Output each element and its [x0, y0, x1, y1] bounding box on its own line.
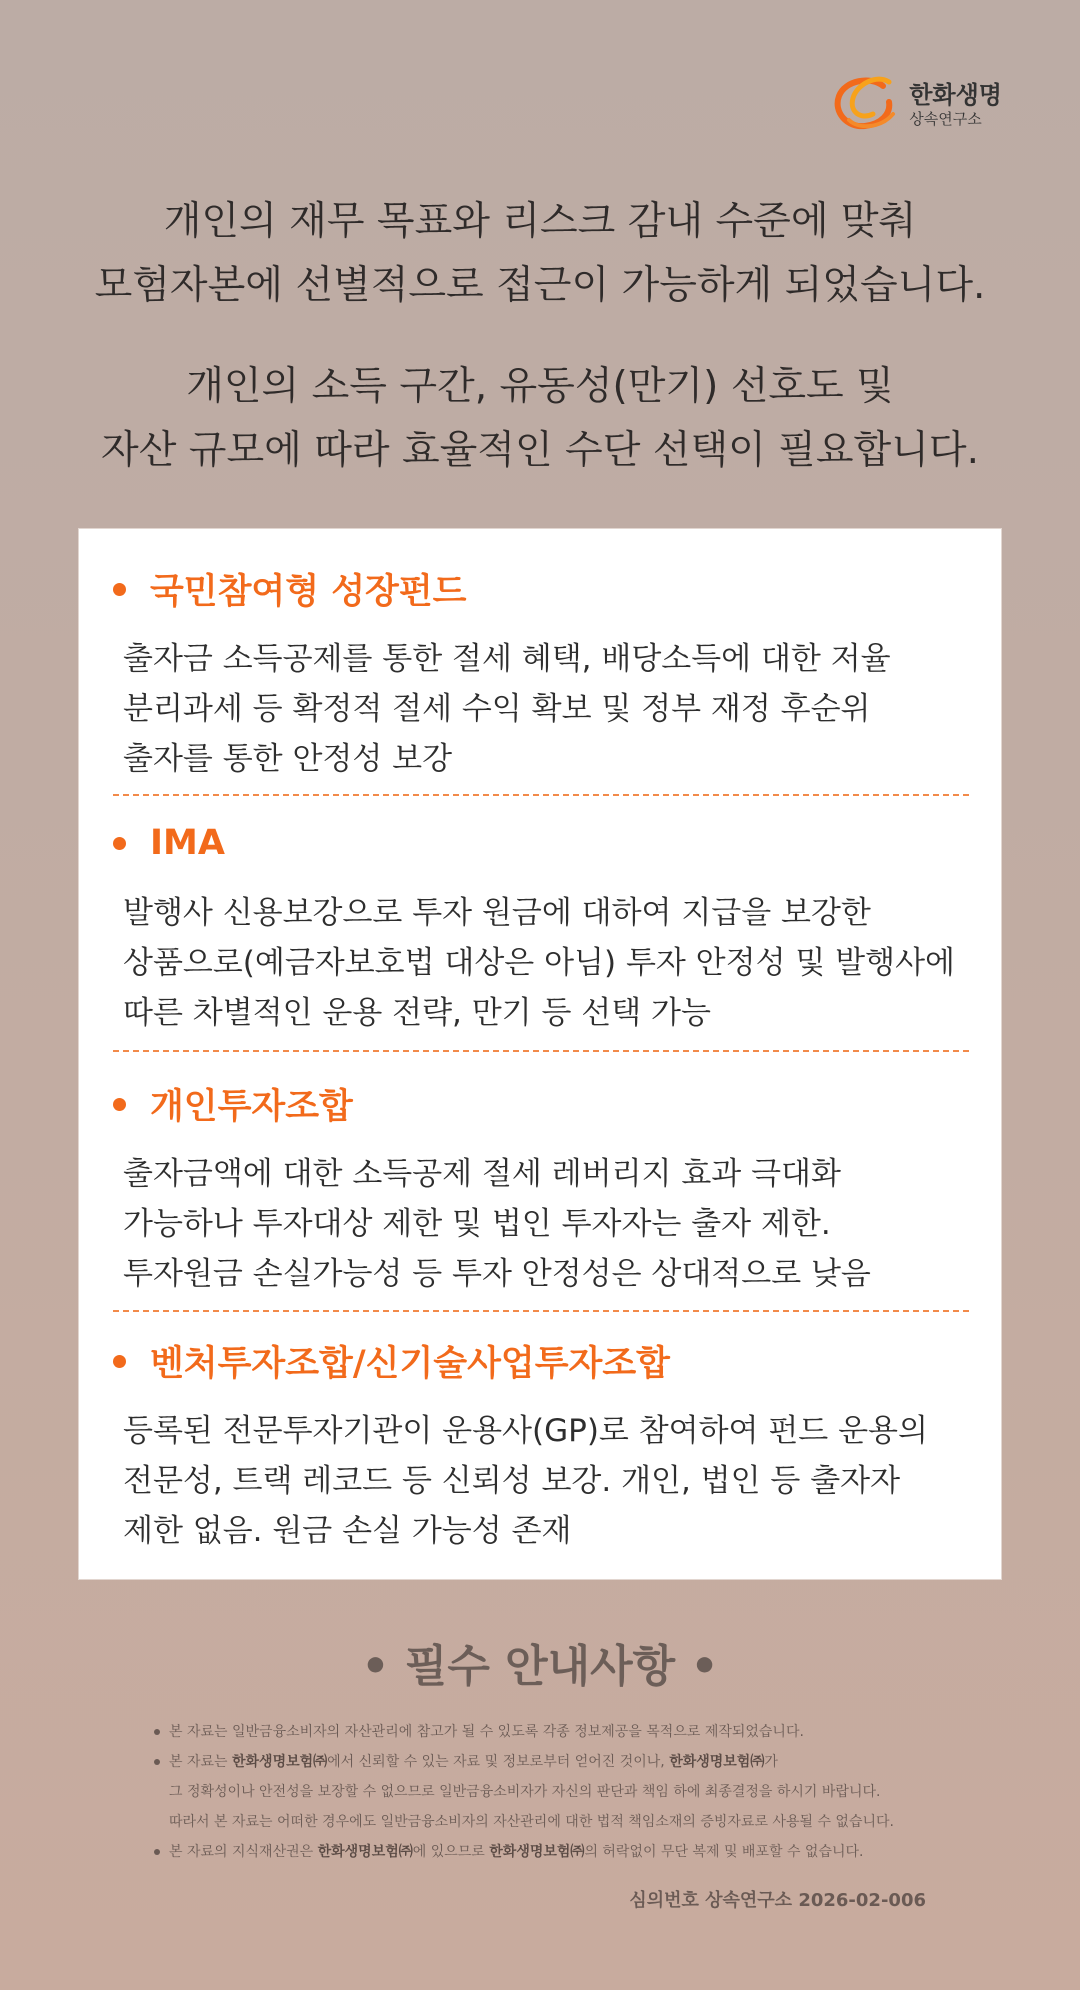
notice-text: 가 [764, 1754, 778, 1770]
notice-item [152, 1747, 952, 1777]
notice-company: 한화생명보험㈜ [317, 1844, 413, 1860]
dashed-divider [113, 794, 969, 796]
notice-item-continued [152, 1777, 952, 1807]
dashed-divider [113, 1050, 969, 1052]
section-title: 벤처투자조합/신기술사업투자조합 [150, 1344, 670, 1384]
section-title-row [113, 1336, 969, 1386]
section-body [113, 1149, 969, 1299]
notice-text: 따라서 본 자료는 어떠한 경우에도 일반금융소비자의 자산관리에 대한 법적 책임소재의 증빙자료로 사용될 수 없습니다. [169, 1814, 894, 1830]
investment-options-card [78, 528, 1002, 1580]
brand-logo [831, 74, 1002, 136]
section-line: 출자금액에 대한 소득공제 절세 레버리지 효과 극대화 [123, 1156, 841, 1192]
notice-text: 에서 신뢰할 수 있는 자료 및 정보로부터 얻어진 것이나, [327, 1754, 670, 1770]
section-line: 등록된 전문투자기관이 운용사(GP)로 참여하여 펀드 운용의 [123, 1413, 928, 1449]
notice-company: 한화생명보험㈜ [232, 1754, 328, 1770]
section-line: 출자를 통한 안정성 보강 [123, 741, 453, 777]
notice-text: 본 자료의 지식재산권은 [169, 1844, 318, 1860]
section-venture-investment-union [113, 1336, 969, 1556]
notice-item-continued [152, 1807, 952, 1837]
notice-company: 한화생명보험㈜ [669, 1754, 765, 1770]
intro-line: 개인의 재무 목표와 리스크 감내 수준에 맞춰 [163, 199, 917, 244]
section-growth-fund [113, 564, 969, 784]
section-title-row [113, 818, 969, 868]
section-line: 상품으로(예금자보호법 대상은 아님) 투자 안정성 및 발행사에 [123, 945, 955, 981]
intro-paragraph-2 [0, 355, 1080, 483]
section-line: 따른 차별적인 운용 전략, 만기 등 선택 가능 [123, 995, 711, 1031]
section-body [113, 1406, 969, 1556]
section-line: 전문성, 트랙 레코드 등 신뢰성 보강. 개인, 법인 등 출자자 [123, 1463, 901, 1499]
bullet-icon [113, 1098, 126, 1111]
intro-line: 개인의 소득 구간, 유동성(만기) 선호도 및 [186, 364, 894, 409]
section-body [113, 634, 969, 784]
dashed-divider [113, 1310, 969, 1312]
intro-line: 자산 규모에 따라 효율적인 수단 선택이 필요합니다. [101, 428, 979, 473]
section-title-row [113, 1079, 969, 1129]
section-title: 국민참여형 성장펀드 [150, 572, 467, 612]
hanwha-logo-icon [831, 74, 901, 136]
brand-subtitle: 상속연구소 [909, 110, 982, 128]
brand-name: 한화생명 [909, 81, 1002, 109]
notice-text: 에 있으므로 [412, 1844, 490, 1860]
section-line: 출자금 소득공제를 통한 절세 혜택, 배당소득에 대한 저율 [123, 641, 891, 677]
notice-list [152, 1717, 952, 1867]
section-title: IMA [150, 823, 225, 863]
section-line: 제한 없음. 원금 손실 가능성 존재 [123, 1513, 572, 1549]
section-body [113, 888, 969, 1038]
section-personal-investment-union [113, 1079, 969, 1299]
notice-text: 의 허락없이 무단 복제 및 배포할 수 없습니다. [584, 1844, 864, 1860]
review-number: 심의번호 상속연구소 2026-02-006 [629, 1890, 926, 1911]
section-ima [113, 818, 969, 1038]
section-title-row [113, 564, 969, 614]
section-line: 가능하나 투자대상 제한 및 법인 투자자는 출자 제한. [123, 1206, 831, 1242]
bullet-icon [113, 583, 126, 596]
notice-text: 본 자료는 [169, 1754, 232, 1770]
notice-text: 그 정확성이나 안전성을 보장할 수 없으므로 일반금융소비자가 자신의 판단과 책임 하에 최종결정을 하시기 바랍니다. [169, 1784, 881, 1800]
bullet-icon [113, 837, 126, 850]
section-title: 개인투자조합 [150, 1087, 353, 1127]
notice-item [152, 1837, 952, 1867]
notice-item [152, 1717, 952, 1747]
notice-title: • 필수 안내사항 • [361, 1641, 719, 1692]
section-line: 분리과세 등 확정적 절세 수익 확보 및 정부 재정 후순위 [123, 691, 871, 727]
intro-line: 모험자본에 선별적으로 접근이 가능하게 되었습니다. [94, 263, 986, 308]
notice-company: 한화생명보험㈜ [489, 1844, 585, 1860]
bullet-icon [113, 1355, 126, 1368]
section-line: 발행사 신용보강으로 투자 원금에 대하여 지급을 보강한 [123, 895, 871, 931]
intro-paragraph-1 [0, 190, 1080, 318]
section-line: 투자원금 손실가능성 등 투자 안정성은 상대적으로 낮음 [123, 1256, 871, 1292]
notice-text: 본 자료는 일반금융소비자의 자산관리에 참고가 될 수 있도록 각종 정보제공을 목적으로 제작되었습니다. [169, 1724, 804, 1740]
